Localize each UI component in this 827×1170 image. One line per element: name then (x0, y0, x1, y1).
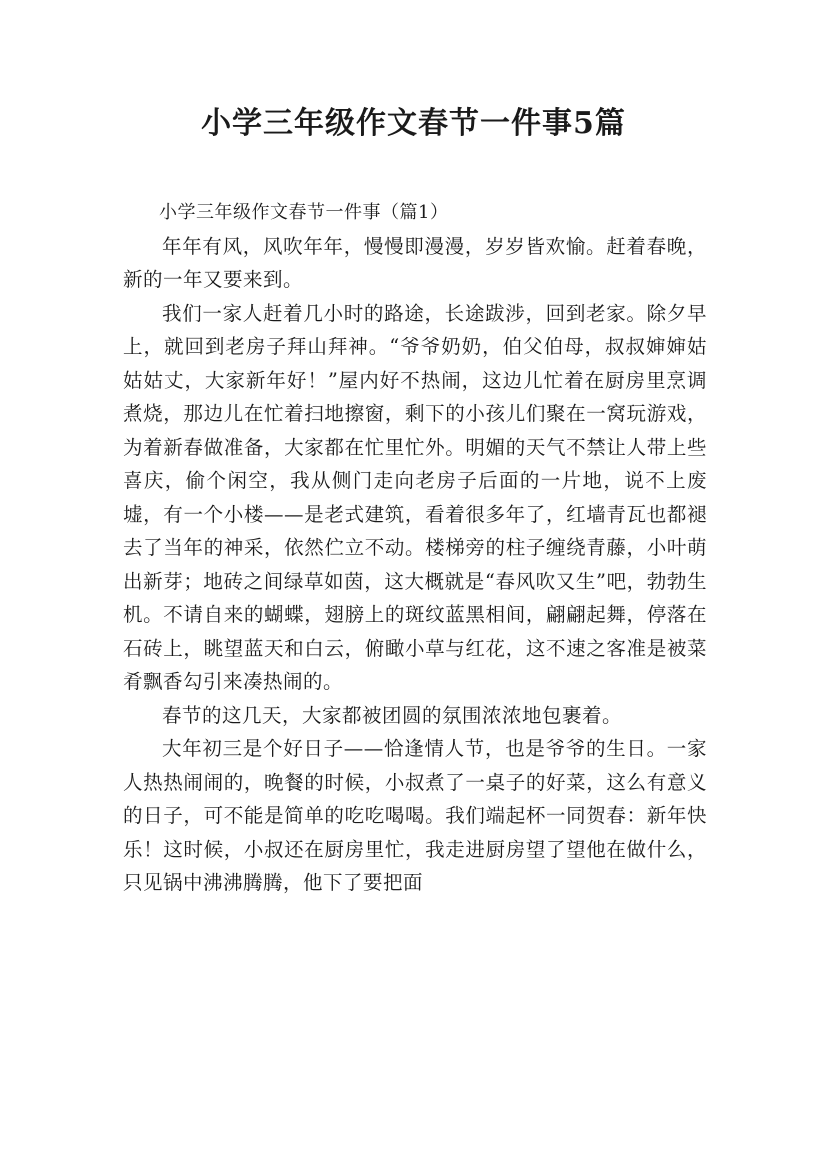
paragraph-4: 大年初三是个好日子——恰逢情人节，也是爷爷的生日。一家人热热闹闹的，晚餐的时候，小叔煮了一桌子的好菜，这么有意义的日子，可不能是简单的吃吃喝喝。我们端起杯一同贺春：新年快乐！这时候，小叔还在厨房里忙，我走进厨房望了望他在做什么，只见锅中沸沸腾腾，他下了要把面 (123, 737, 707, 894)
paragraph-1: 年年有风，风吹年年，慢慢即漫漫，岁岁皆欢愉。赶着春晚，新的一年又要来到。 (123, 234, 707, 291)
paragraph-3: 春节的这几天，大家都被团圆的氛围浓浓地包裹着。 (162, 703, 623, 727)
document-body (123, 196, 707, 900)
paragraph-2: 我们一家人赶着几小时的路途，长途跋涉，回到老家。除夕早上，就回到老房子拜山拜神。“爷爷奶奶，伯父伯母，叔叔婶婶姑姑姑丈，大家新年好！”屋内好不热闹，这边儿忙着在厨房里烹调煮烧，那边儿在忙着扫地擦窗，剩下的小孩儿们聚在一窝玩游戏，为着新春做准备，大家都在忙里忙外。明媚的天气不禁让人带上些喜庆，偷个闲空，我从侧门走向老房子后面的一片地，说不上废墟，有一个小楼——是老式建筑，看着很多年了，红墙青瓦也都褪去了当年的神采，依然伫立不动。楼梯旁的柱子缠绕青藤，小叶萌出新芽；地砖之间绿草如茵，这大概就是“春风吹又生”吧，勃勃生机。不请自来的蝴蝶，翅膀上的斑纹蓝黑相间，翩翩起舞，停落在石砖上，眺望蓝天和白云，俯瞰小草与红花，这不速之客准是被菜肴飘香勾引来凑热闹的。 (123, 301, 707, 693)
document-title: 小学三年级作文春节一件事5篇 (201, 106, 626, 141)
section-heading: 小学三年级作文春节一件事（篇1） (159, 202, 449, 223)
